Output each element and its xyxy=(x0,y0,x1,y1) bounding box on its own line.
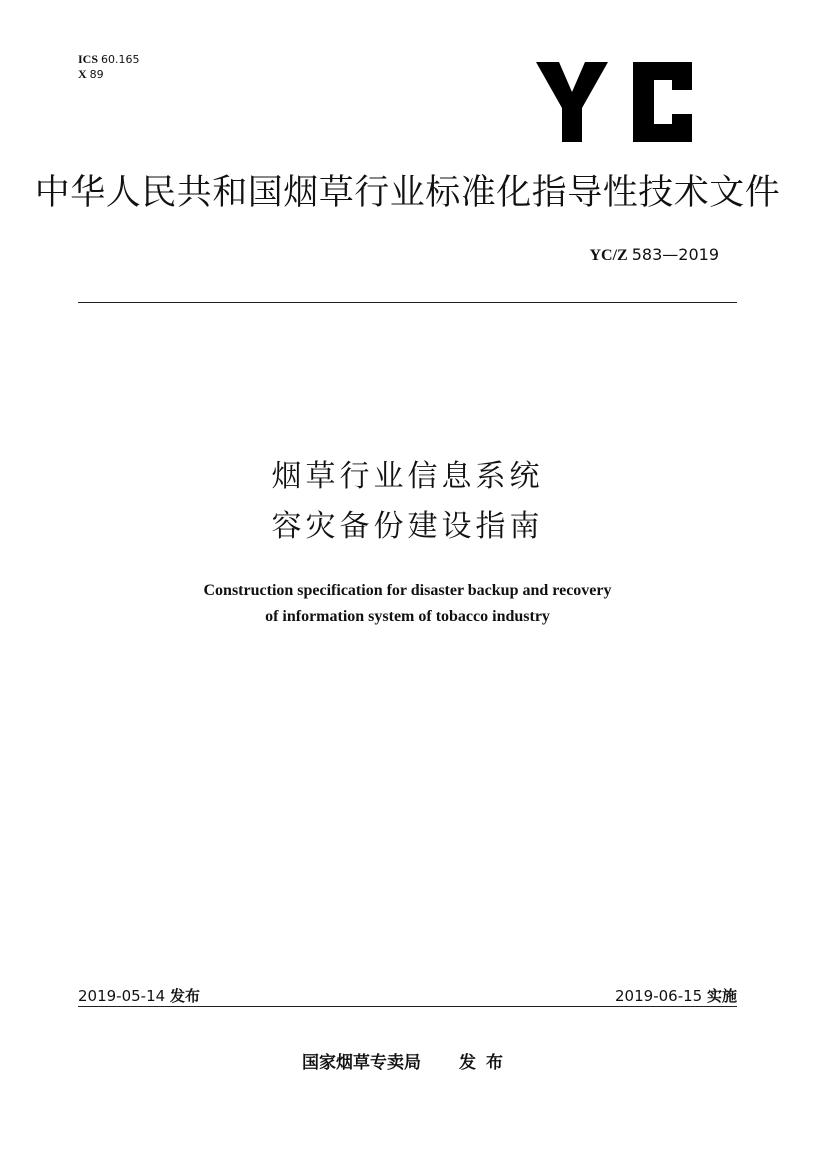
standard-prefix: YC/Z xyxy=(589,247,628,264)
effective-date xyxy=(615,985,737,1006)
top-divider xyxy=(78,302,737,303)
classification-codes xyxy=(78,52,140,82)
title-chinese-line-2: 容灾备份建设指南 xyxy=(271,509,544,544)
issuer xyxy=(0,1048,815,1073)
publish-label: 发布 xyxy=(169,987,200,1005)
title-chinese-line-1: 烟草行业信息系统 xyxy=(271,459,544,494)
publish-date xyxy=(78,985,200,1006)
effective-date-value: 2019-06-15 xyxy=(615,987,703,1005)
ccs-value: 89 xyxy=(89,68,104,81)
publish-date-value: 2019-05-14 xyxy=(78,987,166,1005)
title-english-line-2: of information system of tobacco industry xyxy=(265,608,550,625)
effective-label: 实施 xyxy=(706,987,737,1005)
ccs-code xyxy=(78,67,140,82)
document-type-heading: 中华人民共和国烟草行业标准化指导性技术文件 xyxy=(34,173,781,213)
ics-label: ICS xyxy=(78,52,99,66)
issuer-label: 发布 xyxy=(459,1053,513,1073)
title-english-line-1: Construction specification for disaster backup and recovery xyxy=(203,582,612,599)
standard-value: 583—2019 xyxy=(631,245,719,264)
bottom-divider xyxy=(78,1006,737,1007)
yc-logo xyxy=(536,62,692,142)
ccs-label: X xyxy=(78,67,87,81)
ics-value: 60.165 xyxy=(101,53,140,66)
title-english xyxy=(0,578,815,630)
issuer-name: 国家烟草专卖局 xyxy=(302,1053,421,1073)
standard-number xyxy=(590,245,720,265)
ics-code xyxy=(78,52,140,67)
title-chinese xyxy=(0,452,815,552)
